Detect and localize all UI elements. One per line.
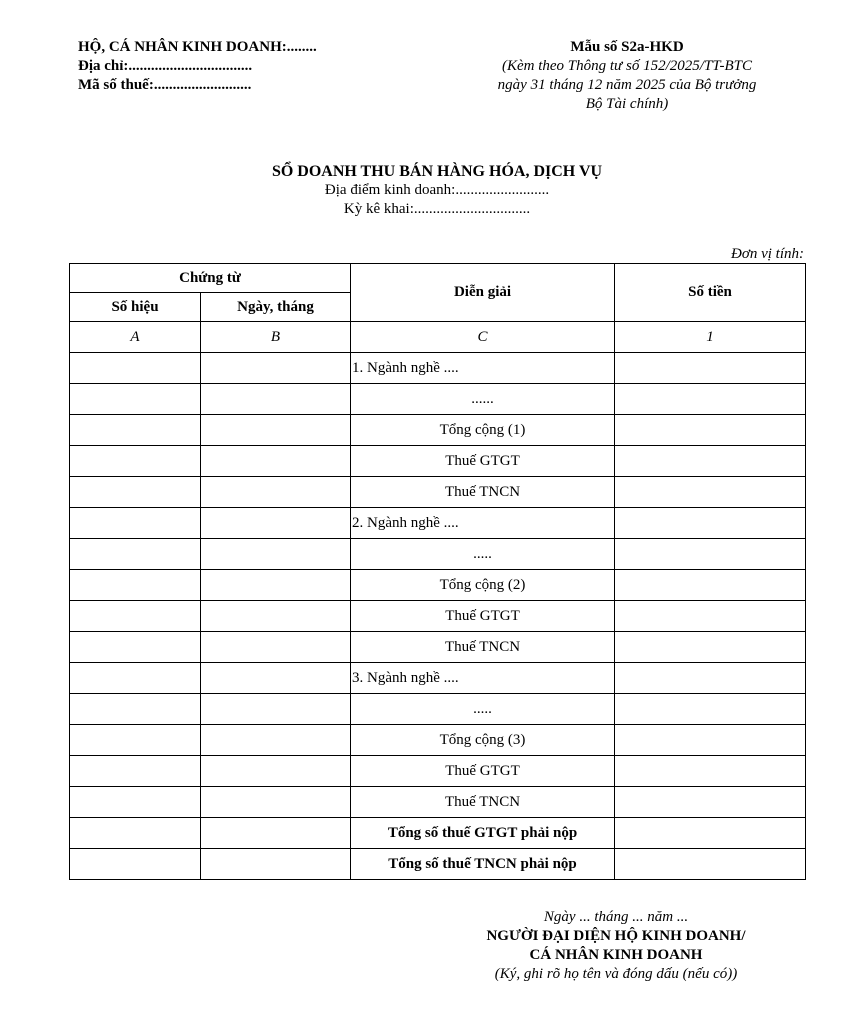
voucher-number-cell: [70, 477, 201, 508]
business-name: HỘ, CÁ NHÂN KINH DOANH:........: [78, 39, 317, 55]
description-cell: .....: [351, 694, 615, 725]
table-row: [70, 632, 806, 663]
voucher-number-cell: [70, 756, 201, 787]
voucher-date-cell: [201, 353, 351, 384]
table-row: [70, 353, 806, 384]
business-info: [78, 38, 317, 95]
declaration-period: Kỳ kê khai:...............................: [343, 201, 531, 217]
document-title-block: [0, 162, 861, 219]
description-cell: Thuế GTGT: [351, 601, 615, 632]
voucher-date-cell: [201, 694, 351, 725]
voucher-number-header: Số hiệu: [70, 293, 201, 322]
table-row: [70, 694, 806, 725]
description-cell: Tổng cộng (2): [351, 570, 615, 601]
voucher-date-cell: [201, 384, 351, 415]
business-address: Địa chỉ:.................................: [78, 58, 253, 74]
description-cell: Tổng số thuế TNCN phải nộp: [351, 849, 615, 880]
form-reference: [468, 38, 786, 114]
amount-cell: [615, 632, 806, 663]
description-cell: 2. Ngành nghề ....: [351, 508, 615, 539]
amount-header: Số tiền: [615, 264, 806, 322]
voucher-date-cell: [201, 570, 351, 601]
table-row: [70, 446, 806, 477]
description-cell: .....: [351, 539, 615, 570]
amount-cell: [615, 663, 806, 694]
amount-cell: [615, 849, 806, 880]
voucher-date-cell: [201, 601, 351, 632]
voucher-number-cell: [70, 632, 201, 663]
signature-note: (Ký, ghi rõ họ tên và đóng dấu (nếu có)): [494, 966, 738, 982]
amount-cell: [615, 787, 806, 818]
voucher-number-cell: [70, 694, 201, 725]
amount-cell: [615, 601, 806, 632]
table-row: [70, 663, 806, 694]
document-title: SỔ DOANH THU BÁN HÀNG HÓA, DỊCH VỤ: [271, 163, 603, 180]
table-row: [70, 570, 806, 601]
business-location: Địa điểm kinh doanh:.........................: [324, 182, 550, 198]
table-row: [70, 849, 806, 880]
voucher-date-cell: [201, 539, 351, 570]
voucher-number-cell: [70, 384, 201, 415]
description-cell: 1. Ngành nghề ....: [351, 353, 615, 384]
revenue-table: [69, 263, 806, 880]
voucher-number-cell: [70, 849, 201, 880]
form-note-line2: ngày 31 tháng 12 năm 2025 của Bộ trưởng: [497, 77, 757, 93]
description-cell: Thuế TNCN: [351, 477, 615, 508]
amount-cell: [615, 694, 806, 725]
description-cell: Tổng cộng (3): [351, 725, 615, 756]
description-cell: Tổng cộng (1): [351, 415, 615, 446]
description-cell: 3. Ngành nghề ....: [351, 663, 615, 694]
amount-cell: [615, 725, 806, 756]
description-cell: Tổng số thuế GTGT phải nộp: [351, 818, 615, 849]
amount-cell: [615, 384, 806, 415]
description-cell: ......: [351, 384, 615, 415]
voucher-date-cell: [201, 508, 351, 539]
code-a: A: [70, 322, 201, 353]
form-note-line1: (Kèm theo Thông tư số 152/2025/TT-BTC: [501, 58, 752, 74]
voucher-number-cell: [70, 818, 201, 849]
voucher-number-cell: [70, 508, 201, 539]
amount-cell: [615, 539, 806, 570]
table-row: [70, 725, 806, 756]
table-row: [70, 508, 806, 539]
voucher-group-header: Chứng từ: [70, 264, 351, 293]
voucher-number-cell: [70, 663, 201, 694]
tax-code: Mã số thuế:..........................: [78, 77, 252, 93]
amount-cell: [615, 415, 806, 446]
code-row: [70, 322, 806, 353]
voucher-number-cell: [70, 539, 201, 570]
table-row: [70, 756, 806, 787]
description-cell: Thuế GTGT: [351, 756, 615, 787]
voucher-number-cell: [70, 725, 201, 756]
code-b: B: [201, 322, 351, 353]
unit-label: Đơn vị tính:: [731, 246, 804, 262]
amount-cell: [615, 446, 806, 477]
signature-role-line1: NGƯỜI ĐẠI DIỆN HỘ KINH DOANH/: [486, 928, 746, 944]
voucher-date-cell: [201, 849, 351, 880]
description-header: Diễn giải: [351, 264, 615, 322]
voucher-date-header: Ngày, tháng: [201, 293, 351, 322]
amount-cell: [615, 818, 806, 849]
voucher-number-cell: [70, 353, 201, 384]
voucher-number-cell: [70, 601, 201, 632]
voucher-date-cell: [201, 725, 351, 756]
code-1: 1: [615, 322, 806, 353]
table-row: [70, 601, 806, 632]
form-number: Mẫu số S2a-HKD: [570, 39, 684, 55]
table-row: [70, 477, 806, 508]
amount-cell: [615, 353, 806, 384]
voucher-number-cell: [70, 446, 201, 477]
voucher-date-cell: [201, 415, 351, 446]
table-row: [70, 787, 806, 818]
table-row: [70, 818, 806, 849]
voucher-number-cell: [70, 415, 201, 446]
description-cell: Thuế GTGT: [351, 446, 615, 477]
description-cell: Thuế TNCN: [351, 632, 615, 663]
code-c: C: [351, 322, 615, 353]
voucher-date-cell: [201, 818, 351, 849]
voucher-date-cell: [201, 477, 351, 508]
signature-date: Ngày ... tháng ... năm ...: [543, 909, 689, 925]
description-cell: Thuế TNCN: [351, 787, 615, 818]
form-note-line3: Bộ Tài chính): [585, 96, 669, 112]
amount-cell: [615, 570, 806, 601]
table-row: [70, 384, 806, 415]
voucher-date-cell: [201, 787, 351, 818]
voucher-date-cell: [201, 632, 351, 663]
voucher-number-cell: [70, 787, 201, 818]
voucher-number-cell: [70, 570, 201, 601]
voucher-date-cell: [201, 446, 351, 477]
voucher-date-cell: [201, 663, 351, 694]
table-row: [70, 415, 806, 446]
amount-cell: [615, 756, 806, 787]
signature-role-line2: CÁ NHÂN KINH DOANH: [529, 947, 703, 963]
voucher-date-cell: [201, 756, 351, 787]
table-row: [70, 539, 806, 570]
amount-cell: [615, 477, 806, 508]
amount-cell: [615, 508, 806, 539]
signature-block: [455, 908, 777, 984]
